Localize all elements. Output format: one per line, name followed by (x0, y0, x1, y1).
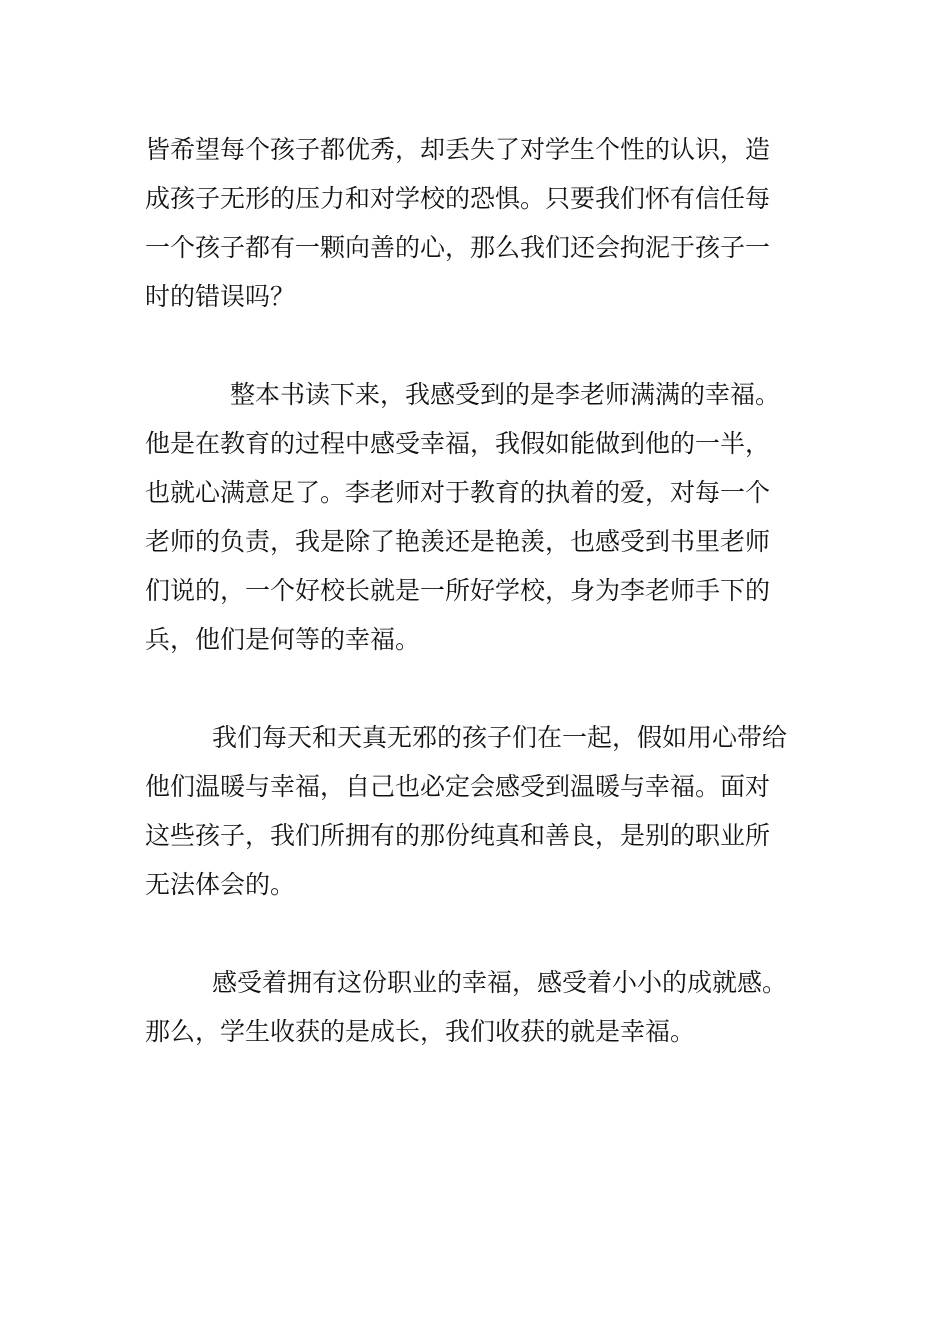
paragraph-spacer (145, 664, 807, 713)
paragraph-line: 他是在教育的过程中感受幸福，我假如能做到他的一半， (145, 429, 771, 458)
paragraph-line: 那么，学生收获的是成长，我们收获的就是幸福。 (145, 1017, 696, 1046)
paragraph-line: 皆希望每个孩子都优秀，却丢失了对学生个性的认识，造 (145, 135, 771, 164)
paragraph-spacer (145, 321, 807, 370)
paragraph-line: 他们温暖与幸福，自己也必定会感受到温暖与幸福。面对 (145, 772, 771, 801)
paragraph-line: 无法体会的。 (145, 870, 296, 899)
paragraph-line: 时的错误吗？ (145, 282, 296, 311)
paragraph-1 (145, 125, 807, 321)
paragraph-line: 感受着拥有这份职业的幸福，感受着小小的成就感。 (212, 968, 788, 997)
paragraph-line: 我们每天和天真无邪的孩子们在一起，假如用心带给 (212, 723, 788, 752)
paragraph-4 (145, 958, 807, 1056)
paragraph-line: 们说的，一个好校长就是一所好学校，身为李老师手下的 (145, 576, 771, 605)
paragraph-line: 成孩子无形的压力和对学校的恐惧。只要我们怀有信任每 (145, 184, 771, 213)
paragraph-line: 整本书读下来，我感受到的是李老师满满的幸福。 (230, 380, 781, 409)
paragraph-line: 兵，他们是何等的幸福。 (145, 625, 421, 654)
paragraph-spacer (145, 909, 807, 958)
paragraph-line: 一个孩子都有一颗向善的心，那么我们还会拘泥于孩子一 (145, 233, 771, 262)
document-body (145, 125, 807, 1056)
paragraph-line: 这些孩子，我们所拥有的那份纯真和善良，是别的职业所 (145, 821, 771, 850)
paragraph-3 (145, 713, 807, 909)
paragraph-line: 也就心满意足了。李老师对于教育的执着的爱，对每一个 (145, 478, 771, 507)
paragraph-line: 老师的负责，我是除了艳羡还是艳羡，也感受到书里老师 (145, 527, 771, 556)
paragraph-2 (145, 370, 807, 664)
